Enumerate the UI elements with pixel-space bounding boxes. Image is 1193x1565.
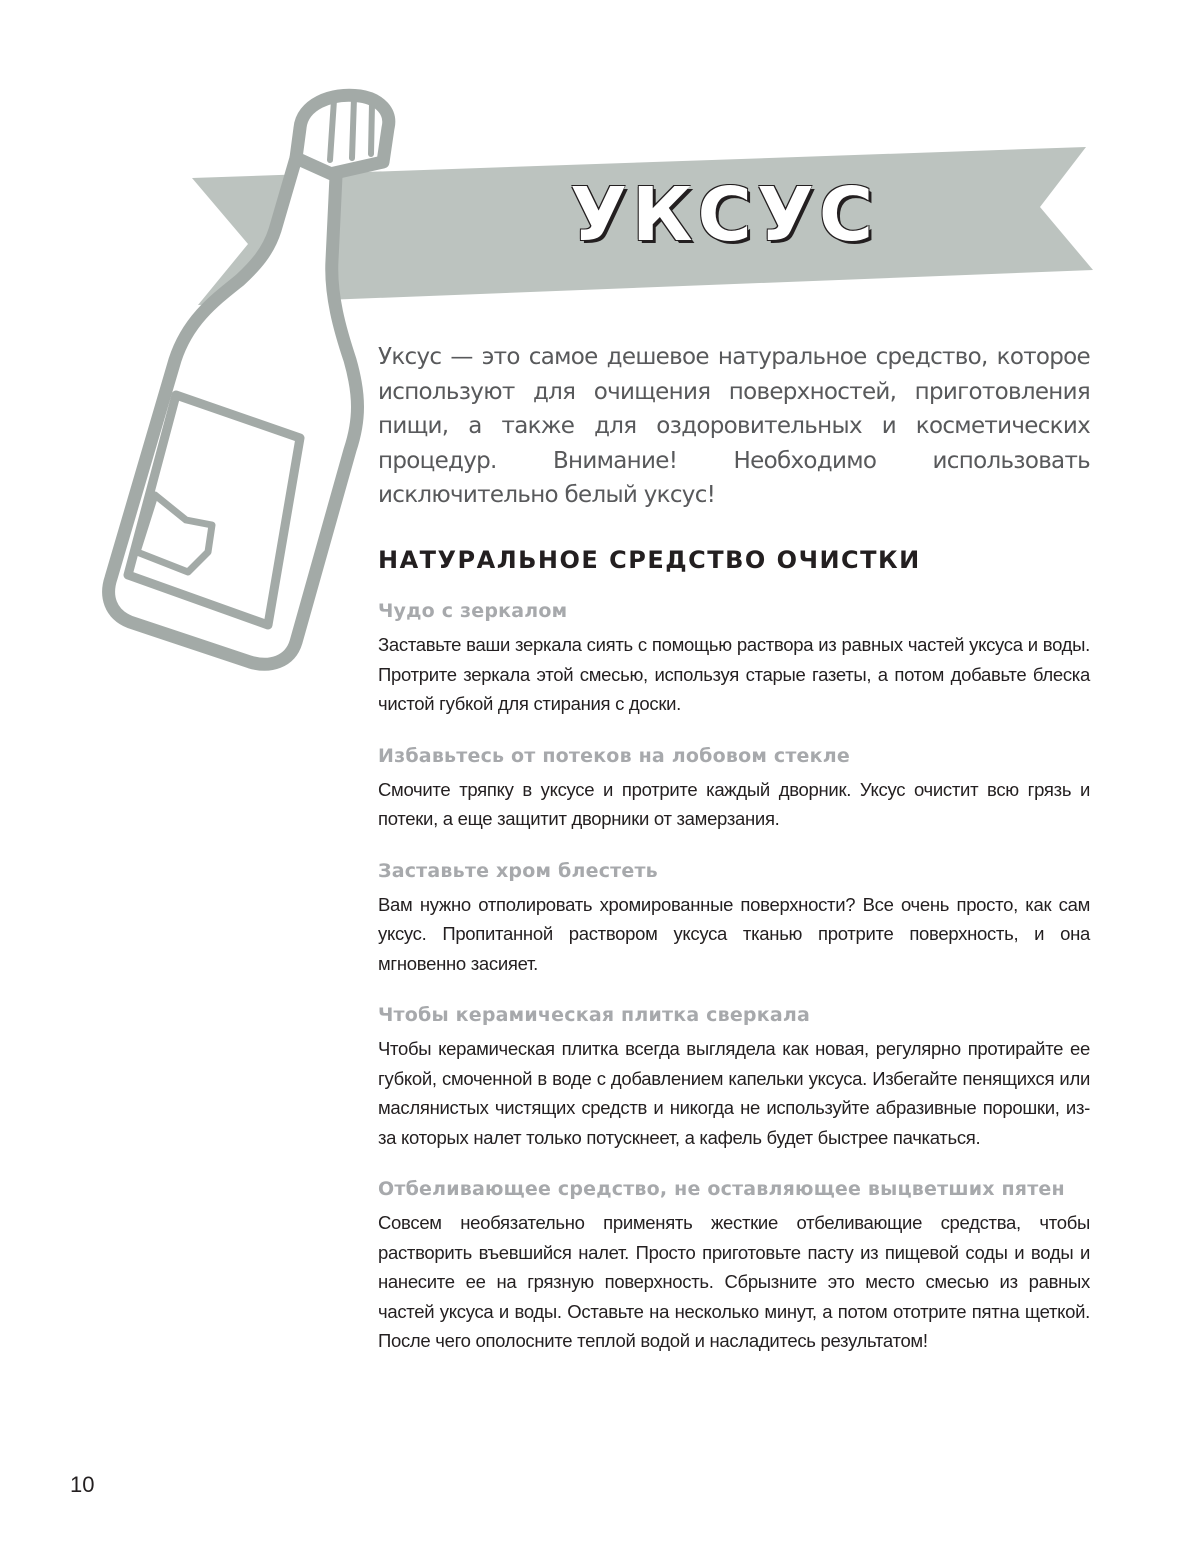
page-title: УКСУС xyxy=(570,172,879,258)
tip-title: Отбеливающее средство, не оставляющее выцветших пятен xyxy=(378,1178,1065,1200)
intro-paragraph: Уксус — это самое дешевое натуральное средство, которое используют для очищения поверхностей, приготовления пищи, а также для оздоровительных и косметических процедур. Внимание! Необходимо использовать исключительно белый уксус! xyxy=(378,344,1090,508)
tip-chrome xyxy=(378,860,1090,979)
tip-text: Вам нужно отполировать хромированные поверхности? Все очень просто, как сам уксус. Пропитанной раствором уксуса тканью протрите поверхность, и она мгновенно засияет. xyxy=(378,893,1090,974)
tip-ceramic-tile xyxy=(378,1004,1090,1152)
tip-text: Заставьте ваши зеркала сиять с помощью раствора из равных частей уксуса и воды. Протрите зеркала этой смесью, используя старые газеты, а потом добавьте блеска чистой губкой для стирания с доски. xyxy=(378,634,1090,714)
section-heading: НАТУРАЛЬНОЕ СРЕДСТВО ОЧИСТКИ xyxy=(378,546,921,574)
tips-list xyxy=(378,600,1090,1382)
tip-title: Чтобы керамическая плитка сверкала xyxy=(378,1004,810,1026)
tip-text: Чтобы керамическая плитка всегда выглядела как новая, регулярно протирайте ее губкой, смоченной в воде с добавлением капельки уксуса. Избегайте пенящихся или маслянистых чистящих средств и никогда не используйте абразивные порошки, из-за которых налет только потускнеет, а кафель будет быстрее пачкаться. xyxy=(378,1038,1090,1148)
tip-text: Смочите тряпку в уксусе и протрите каждый дворник. Уксус очистит всю грязь и потеки, а еще защитит дворники от замерзания. xyxy=(378,778,1090,829)
tip-whitener xyxy=(378,1178,1090,1356)
tip-title: Заставьте хром блестеть xyxy=(378,859,658,882)
tip-mirror xyxy=(378,600,1090,719)
tip-title: Чудо с зеркалом xyxy=(378,600,568,622)
page-number: 10 xyxy=(70,1472,95,1497)
tip-windshield xyxy=(378,745,1090,834)
tip-title: Избавьтесь от потеков на лобовом стекле xyxy=(378,744,850,767)
tip-text: Совсем необязательно применять жесткие отбеливающие средства, чтобы растворить въевшийся налет. Просто приготовьте пасту из пищевой соды и воды и нанесите ее на грязную поверхность. Сбрызните это место смесью из равных частей уксуса и воды. Оставьте на несколько минут, а потом ототрите пятна щеткой. После чего ополосните теплой водой и насладитесь результатом! xyxy=(378,1212,1090,1351)
